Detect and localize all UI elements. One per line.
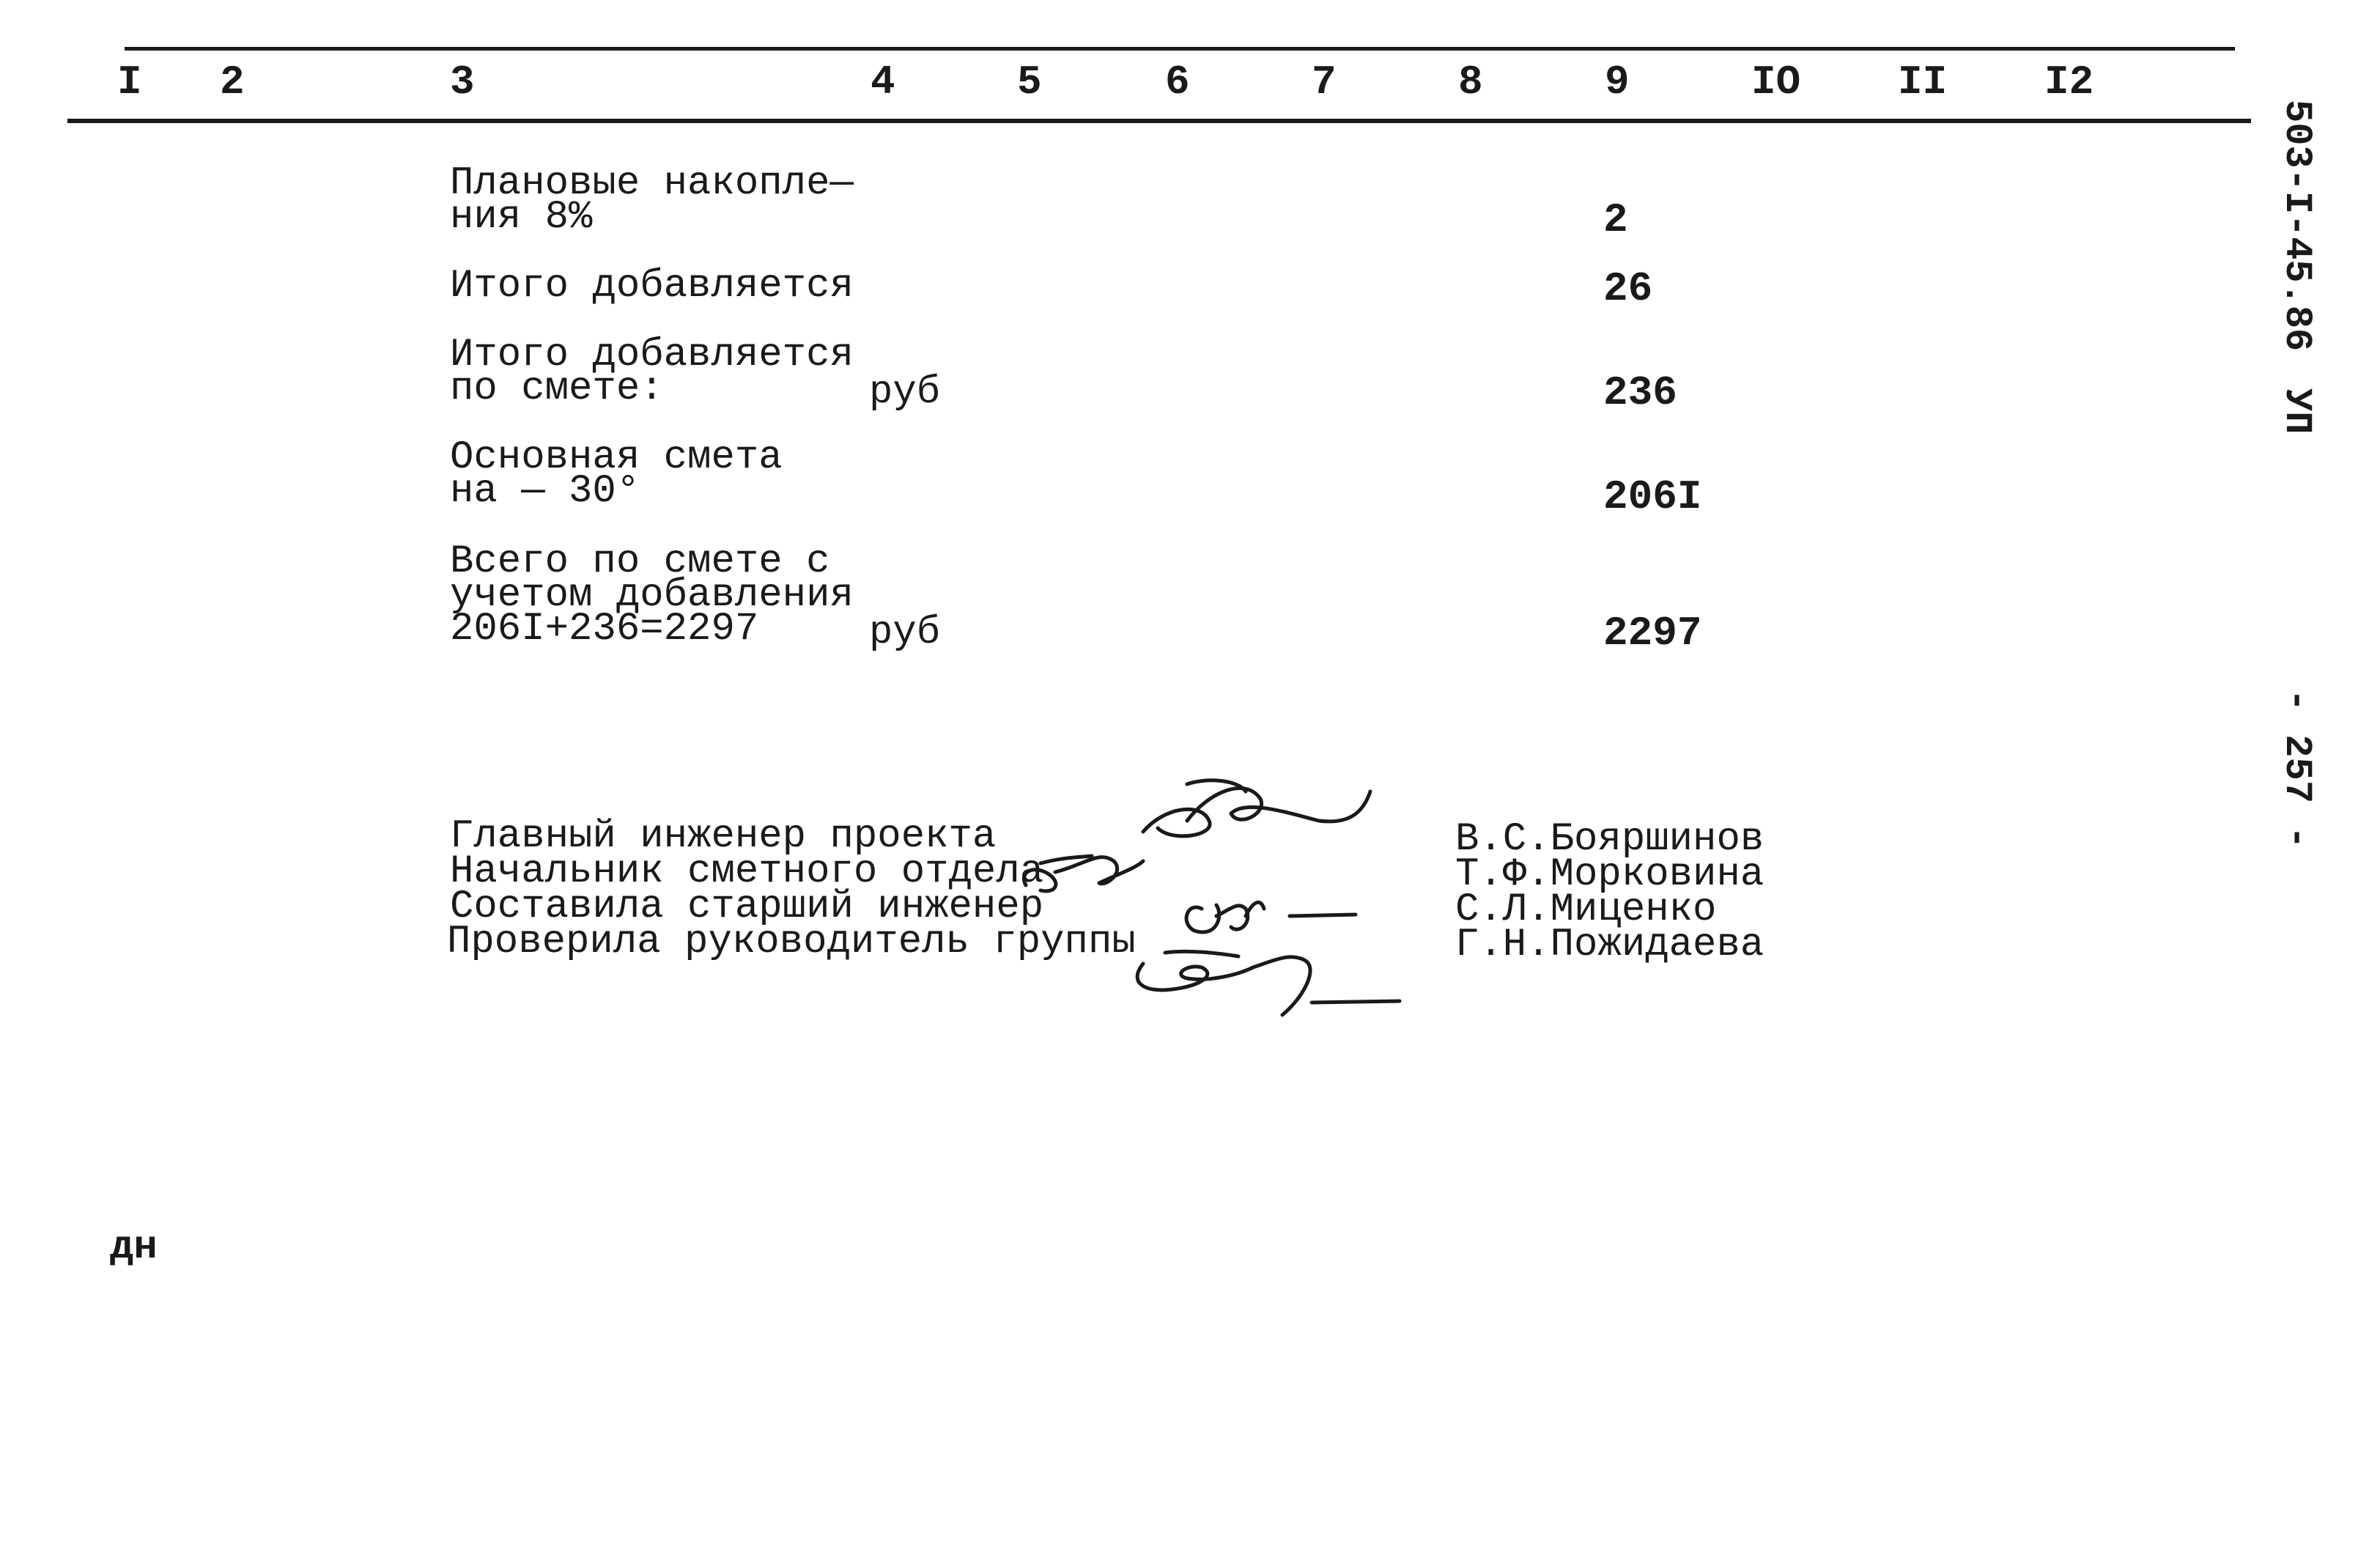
- row-label: Итого добавляется: [450, 264, 854, 309]
- page-number: - 257 -: [2275, 689, 2318, 849]
- series-mark: УП: [2275, 388, 2318, 435]
- column-number: IO: [1751, 59, 1801, 106]
- row-unit: руб: [869, 370, 941, 415]
- row-label: Всего по смете с учетом добавления 206I+236=2297: [450, 539, 854, 651]
- signatory-name: Г.Н.Пожидаева: [1455, 923, 1764, 967]
- row-label: Основная смета на — 30°: [450, 435, 783, 514]
- row-unit: руб: [869, 610, 941, 655]
- signature-senior-engineer: [1186, 902, 1264, 932]
- footer-mark: дн: [110, 1225, 158, 1270]
- signatory-name: В.С.Бояршинов: [1455, 817, 1764, 862]
- row-label: Итого добавляется по смете:: [450, 333, 854, 411]
- column-number: 9: [1605, 59, 1630, 106]
- row-value: 236: [1603, 369, 1677, 416]
- signatory-title: Проверила руководитель группы: [447, 920, 1136, 964]
- column-number: 2: [220, 59, 245, 106]
- column-number: 5: [1017, 59, 1042, 106]
- row-value: 2297: [1603, 610, 1702, 657]
- row-label: Плановые накопле— ния 8%: [450, 161, 854, 240]
- signatory-name: С.Л.Миценко: [1455, 887, 1717, 932]
- signatory-title: Начальник сметного отдела: [450, 849, 1044, 894]
- document-code: 503-I-45.86: [2275, 100, 2318, 352]
- signatory-title: Главный инженер проекта: [450, 814, 997, 859]
- row-value: 26: [1603, 265, 1653, 312]
- signature-chief-engineer: [1143, 789, 1370, 836]
- signatory-title: Составила старший инженер: [450, 885, 1044, 929]
- column-number: 6: [1165, 59, 1190, 106]
- column-number: II: [1898, 59, 1948, 106]
- column-number: 3: [450, 59, 475, 106]
- column-number: I2: [2044, 59, 2094, 106]
- column-number: I: [117, 59, 142, 106]
- column-number: 7: [1312, 59, 1337, 106]
- column-number: 4: [871, 59, 895, 106]
- signatory-name: Т.Ф.Морковина: [1455, 852, 1764, 897]
- row-value: 2: [1603, 196, 1628, 243]
- column-number: 8: [1458, 59, 1483, 106]
- row-value: 206I: [1603, 473, 1702, 520]
- signature-group-lead: [1137, 957, 1310, 1015]
